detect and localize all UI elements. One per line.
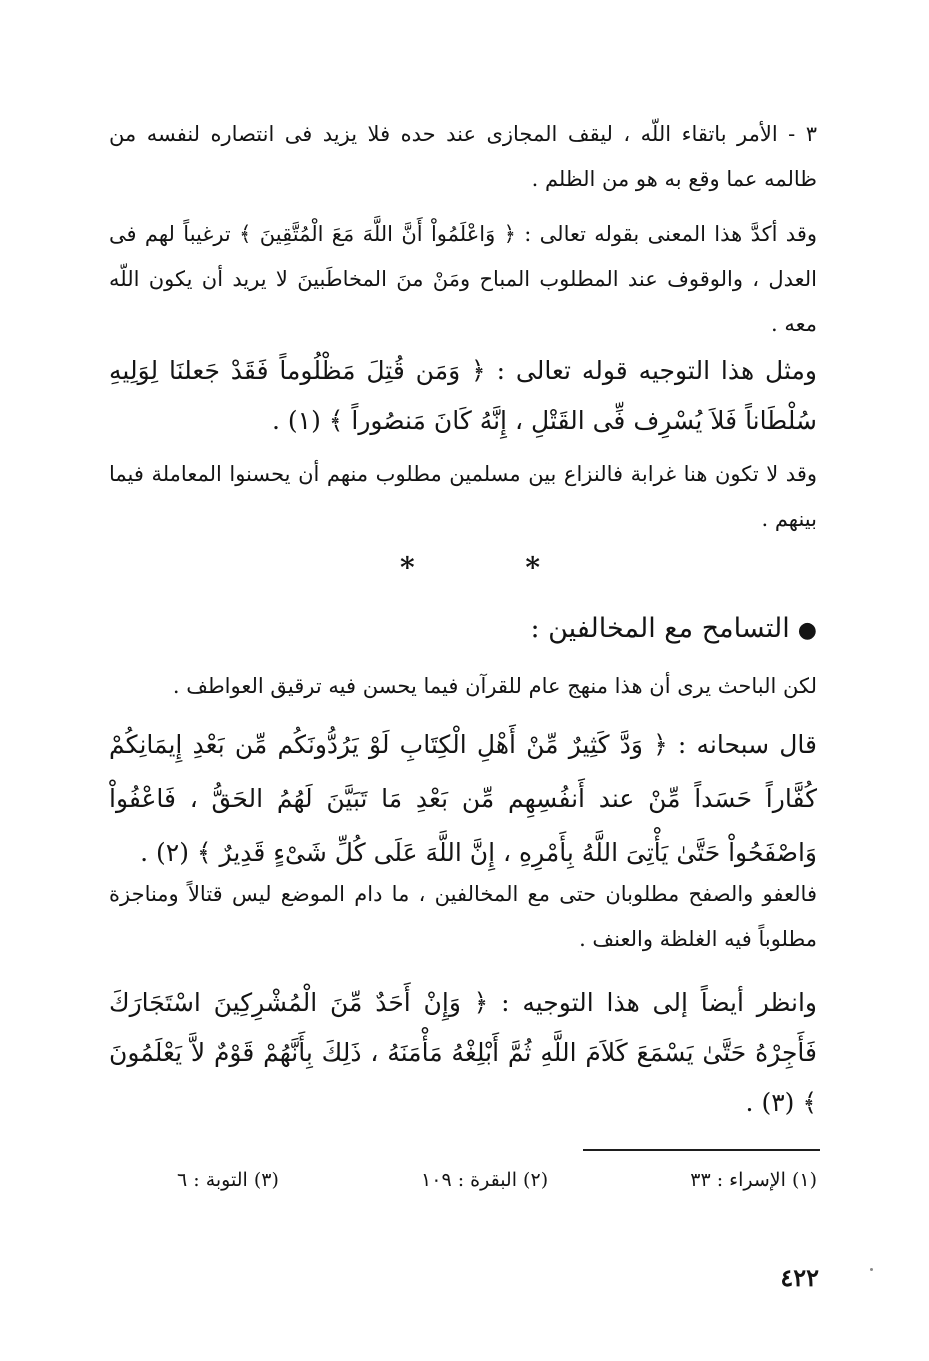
paragraph-verse-isra: ومثل هذا التوجيه قوله تعالى : ﴿ وَمَن قُتِلَ مَظْلُوماً فَقَدْ جَعلنَا لِوَلِيهِ سُلْطَاناً فَلاَ يُسْرِف فِّى القَتْلِ ، إِنَّهُ كَانَ مَنصُوراً ﴾ (١) . [109,356,817,435]
footnote-3: (٣) التوبة : ٦ [177,1169,279,1191]
paragraph-forgiveness: فالعفو والصفح مطلوبان حتى مع المخالفين ، ما دام الموضع ليس قتالاً ومناجزة مطلوباً فيه الغلظة والعنف . [109,882,817,951]
footnote-2: (٢) البقرة : ١٠٩ [421,1169,549,1191]
section-heading-text: التسامح مع المخالفين : [530,613,790,644]
separator-star: * [525,551,540,584]
footnote-divider [583,1149,820,1151]
scan-speck [870,1268,873,1271]
separator-star: * [400,551,415,584]
paragraph-general-method: لكن الباحث يرى أن هذا منهج عام للقرآن فيما يحسن فيه ترقيق العواطف . [172,674,817,698]
paragraph-point-3: ٣ - الأمر باتقاء اللّه ، ليقف المجازى عند حده فلا يزيد فى انتصاره لنفسه من ظالمه عما وقع به هو من الظلم . [109,122,817,191]
footnote-1: (١) الإسراء : ٣٣ [690,1169,817,1191]
bullet-icon: ● [797,618,817,643]
paragraph-no-strangeness: وقد لا تكون هنا غرابة فالنزاع بين مسلمين مطلوب منهم أن يحسنوا المعاملة فيما بينهم . [109,462,817,531]
section-separator [400,548,540,588]
footnotes [177,1163,817,1197]
paragraph-verse-baqara: قال سبحانه : ﴿ وَدَّ كَثِيرٌ مِّنْ أَهْلِ الْكِتَابِ لَوْ يَرُدُّونَكُم مِّن بَعْدِ إِيمَانِكُمْ كُفَّاراً حَسَداً مِّنْ عند أَنفُسِهِم مِّن بَعْدِ مَا تَبَيَّنَ لَهُمُ الحَقُّ ، فَاعْفُواْ وَاصْفَحُواْ حَتَّىٰ يَأْتِىَ اللَّهُ بِأَمْرِهِ ، إِنَّ اللَّهَ عَلَى كُلِّ شَىْءٍ قَدِيرٌ ﴾ (٢) . [109,730,817,867]
page-number: ٤٢٢ [780,1263,819,1292]
paragraph-emphasis: وقد أكدَّ هذا المعنى بقوله تعالى : ﴿ وَاعْلَمُواْ أَنَّ اللَّهَ مَعَ الْمُتَّقِينَ ﴾ ترغيباً لهم فى العدل ، والوقوف عند المطلوب المباح ومَنْ منَ المخاطَبينَ لا يريد أن يكون اللّه معه . [109,222,817,336]
paragraph-verse-tawba: وانظر أيضاً إلى هذا التوجيه : ﴿ وَإِنْ أَحَدٌ مِّنَ الْمُشْرِكِينَ اسْتَجَارَكَ فَأَجِرْهُ حَتَّىٰ يَسْمَعَ كَلاَمَ اللَّهِ ثُمَّ أَبْلِغْهُ مَأْمَنَهُ ، ذَلِكَ بِأَنَّهُمْ قَوْمٌ لاَّ يَعْلَمُونَ ﴾ (٣) . [109,988,817,1117]
section-heading [109,604,817,656]
